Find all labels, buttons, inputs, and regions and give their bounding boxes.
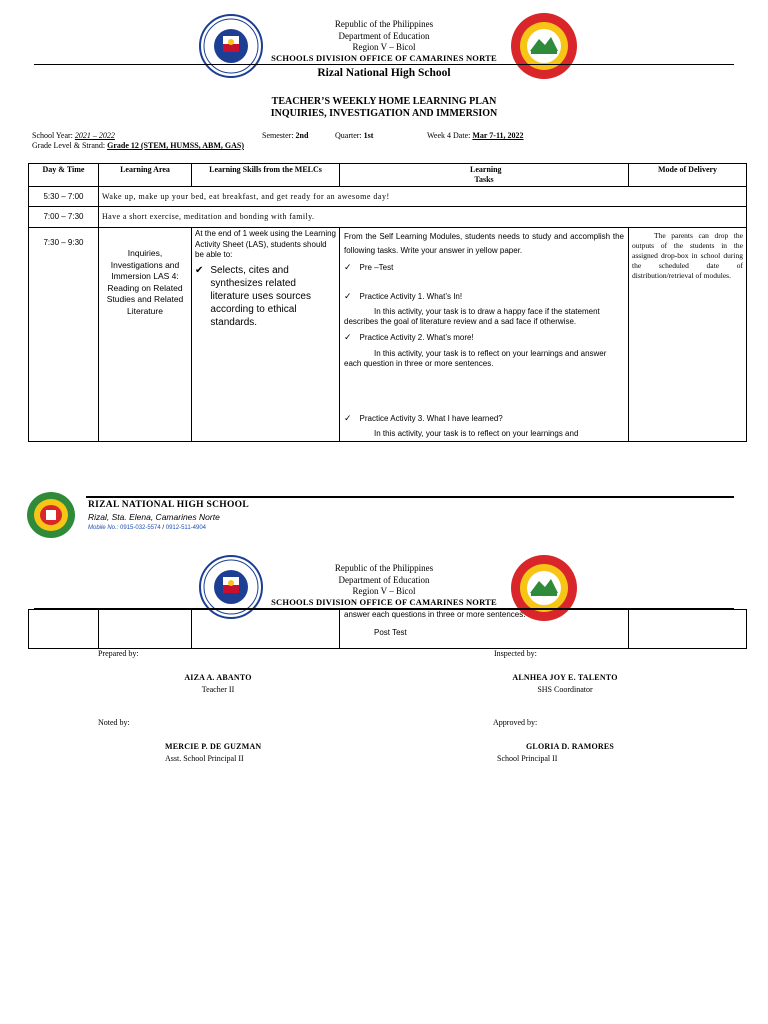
plan-subtitle: INQUIRIES, INVESTIGATION AND IMMERSION xyxy=(270,108,498,119)
approved-by-name: GLORIA D. RAMORES xyxy=(526,742,615,751)
prepared-by-label: Prepared by: xyxy=(98,649,139,658)
task-practice-3: Practice Activity 3. What I have learned? xyxy=(359,414,503,423)
date-value: Mar 7-11, 2022 xyxy=(472,131,524,140)
empty-cell xyxy=(629,610,747,649)
school-year-value: 2021 – 2022 xyxy=(74,131,115,140)
task-practice-1-desc: In this activity, your task is to draw a happy face if the statement describes the goal of literature review and a sad face if otherwise. xyxy=(344,307,600,326)
inspected-by-role: SHS Coordinator xyxy=(537,685,593,694)
tasks-cell xyxy=(340,610,629,649)
col-header-tasks: Learning Tasks xyxy=(340,164,629,187)
task-practice-1: Practice Activity 1. What’s In! xyxy=(359,292,463,301)
task-post-test: Post Test xyxy=(374,628,407,637)
checkmark-icon: ✔ xyxy=(195,264,204,276)
grade-level xyxy=(32,141,244,150)
task-item xyxy=(344,332,624,343)
skill-item xyxy=(195,264,336,329)
tasks-cell xyxy=(340,228,629,442)
header-region: Region V – Bicol xyxy=(352,42,416,52)
task-item xyxy=(344,413,624,424)
mobile-number-1: 0915-032-5574 xyxy=(120,525,161,531)
quarter-label: Quarter: xyxy=(335,131,362,140)
task-item xyxy=(344,291,624,302)
mobile-separator: / xyxy=(160,525,166,531)
header-rule xyxy=(34,64,734,65)
learning-plan-table xyxy=(28,163,747,442)
checkmark-icon: ✓ xyxy=(344,413,352,423)
noted-by-name: MERCIE P. DE GUZMAN xyxy=(165,742,262,751)
mobile-number-2: 0912-511-4904 xyxy=(165,525,207,531)
col-header-learning-area: Learning Area xyxy=(99,164,192,187)
skills-intro: At the end of 1 week using the Learning Activity Sheet (LAS), students should be able to: xyxy=(195,229,336,259)
quarter xyxy=(335,131,373,140)
row-time: 5:30 – 7:00 xyxy=(29,187,99,207)
delivery-cell: The parents can drop the outputs of the students in the assigned drop-box in school during the scheduled date of distribution/retrieval of modules. xyxy=(629,228,747,442)
table-row xyxy=(29,187,747,207)
school-name: Rizal National High School xyxy=(317,67,451,79)
table-row xyxy=(29,207,747,228)
rnhs-logo xyxy=(27,492,75,538)
footer-rule xyxy=(86,496,734,498)
mobile-label: Mobile No.: xyxy=(88,525,119,531)
continuation-table xyxy=(28,609,747,649)
semester-label: Semester: xyxy=(262,131,294,140)
inspected-by-label: Inspected by: xyxy=(494,649,537,658)
task-continuation: answer each questions in three or more sentences. xyxy=(344,610,526,619)
footer-school-name: RIZAL NATIONAL HIGH SCHOOL xyxy=(88,500,249,510)
grade-label: Grade Level & Strand: xyxy=(32,141,106,150)
semester-value: 2nd xyxy=(295,131,309,140)
inspected-by-name: ALNHEA JOY E. TALENTO xyxy=(512,673,618,682)
tasks-intro: From the Self Learning Modules, students needs to study and accomplish the following tasks. Write your answer in yellow paper. xyxy=(344,232,624,255)
header-department: Department of Education xyxy=(338,575,430,585)
checkmark-icon: ✓ xyxy=(344,291,352,301)
task-item xyxy=(344,262,624,273)
table-row xyxy=(29,228,747,442)
checkmark-icon: ✓ xyxy=(344,332,352,342)
empty-cell xyxy=(192,610,340,649)
footer-mobile xyxy=(88,525,206,531)
row-activity: Have a short exercise, meditation and bonding with family. xyxy=(99,207,747,228)
approved-by-label: Approved by: xyxy=(493,718,538,727)
row-time: 7:00 – 7:30 xyxy=(29,207,99,228)
header-region: Region V – Bicol xyxy=(352,586,416,596)
noted-by-label: Noted by: xyxy=(98,718,130,727)
col-header-delivery: Mode of Delivery xyxy=(629,164,747,187)
col-header-day-time: Day & Time xyxy=(29,164,99,187)
col-header-skills: Learning Skills from the MELCs xyxy=(192,164,340,187)
plan-title: TEACHER’S WEEKLY HOME LEARNING PLAN xyxy=(271,96,497,107)
header-division: SCHOOLS DIVISION OFFICE OF CAMARINES NORTE xyxy=(271,53,497,63)
approved-by-role: School Principal II xyxy=(497,754,558,763)
row-time: 7:30 – 9:30 xyxy=(29,228,99,442)
grade-value: Grade 12 (STEM, HUMSS, ABM, GAS) xyxy=(107,141,244,150)
header-department: Department of Education xyxy=(338,31,430,41)
skill-text: Selects, cites and synthesizes related literature uses sources according to ethical standards. xyxy=(210,264,311,328)
checkmark-icon: ✓ xyxy=(344,262,352,272)
table-row xyxy=(29,610,747,649)
learning-area-cell: Inquiries, Investigations and Immersion LAS 4: Reading on Related Studies and Related Literature xyxy=(99,228,192,442)
semester xyxy=(262,131,308,140)
row-activity: Wake up, make up your bed, eat breakfast, and get ready for an awesome day! xyxy=(99,187,747,207)
task-practice-2: Practice Activity 2. What’s more! xyxy=(359,333,474,342)
quarter-value: 1st xyxy=(363,131,374,140)
table-header-row xyxy=(29,164,747,187)
prepared-by-name: AIZA A. ABANTO xyxy=(184,673,252,682)
task-pre-test: Pre –Test xyxy=(359,263,394,272)
empty-cell xyxy=(99,610,192,649)
rnhs-logo-icon xyxy=(27,492,75,538)
skills-cell xyxy=(192,228,340,442)
empty-cell xyxy=(29,610,99,649)
noted-by-role: Asst. School Principal II xyxy=(165,754,244,763)
header-republic: Republic of the Philippines xyxy=(334,19,434,29)
school-year xyxy=(32,131,115,140)
header-republic: Republic of the Philippines xyxy=(334,563,434,573)
prepared-by-role: Teacher II xyxy=(201,685,235,694)
school-year-label: School Year: xyxy=(32,131,73,140)
task-practice-3-desc: In this activity, your task is to reflect on your learnings and xyxy=(374,429,579,438)
week-date xyxy=(427,131,524,140)
task-practice-2-desc: In this activity, your task is to reflect on your learnings and answer each question in three or more sentences. xyxy=(344,349,607,368)
week-label: Week 4 Date: xyxy=(427,131,471,140)
footer-address: Rizal, Sta. Elena, Camarines Norte xyxy=(88,512,220,522)
header-division: SCHOOLS DIVISION OFFICE OF CAMARINES NORTE xyxy=(271,597,497,607)
